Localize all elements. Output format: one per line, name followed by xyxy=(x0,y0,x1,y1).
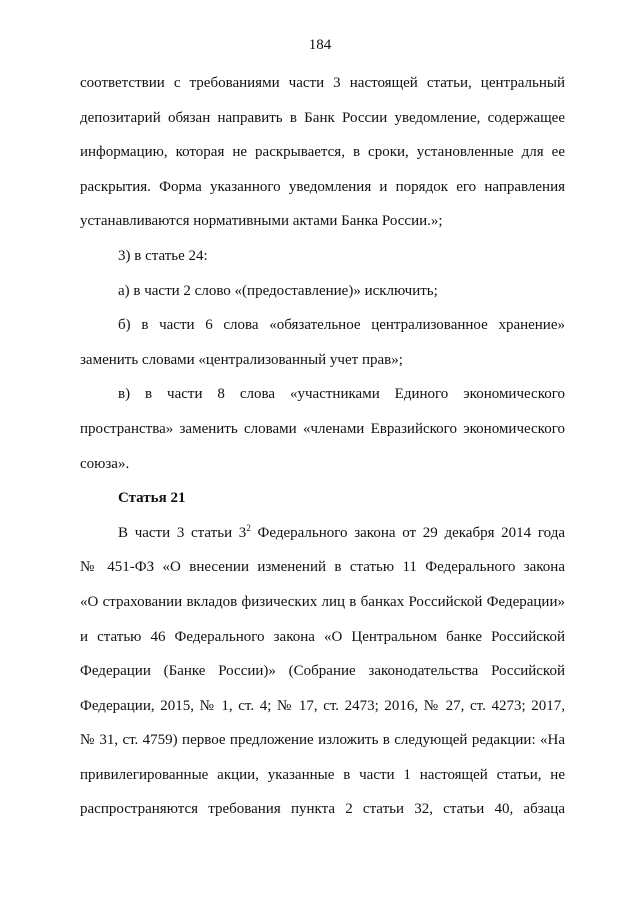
text-line: устанавливаются нормативными актами Банка России.»; xyxy=(80,213,443,230)
sub-item-b-line: заменить словами «централизованный учет прав»; xyxy=(80,351,403,368)
list-item-3: 3) в статье 24: xyxy=(118,247,208,264)
article-text-line: № 31, ст. 4759) первое предложение изложить в следующей редакции: «На xyxy=(80,732,565,749)
article-text-line: распространяются требования пункта 2 статьи 32, статьи 40, абзаца xyxy=(80,801,565,818)
article-text-fragment: Федерального закона от 29 декабря 2014 года xyxy=(250,524,565,541)
text-line: соответствии с требованиями части 3 настоящей статьи, центральный xyxy=(80,75,565,91)
sub-item-b-line: б) в части 6 слова «обязательное централизованное хранение» xyxy=(118,317,565,334)
sub-item-v-line: в) в части 8 слова «участниками Единого экономического xyxy=(118,386,565,403)
article-text-line: Федерации, 2015, № 1, ст. 4; № 17, ст. 2473; 2016, № 27, ст. 4273; 2017, xyxy=(80,697,565,714)
article-text-line: привилегированные акции, указанные в части 1 настоящей статьи, не xyxy=(80,766,565,783)
article-text-line: «О страховании вкладов физических лиц в банках Российской Федерации» xyxy=(80,593,565,610)
text-line: раскрытия. Форма указанного уведомления и порядок его направления xyxy=(80,178,565,195)
sub-item-a: а) в части 2 слово «(предоставление)» исключить; xyxy=(118,282,438,299)
article-text-fragment: В части 3 статьи 3 xyxy=(118,524,247,541)
article-text-line: и статью 46 Федерального закона «О Центральном банке Российской xyxy=(80,628,565,645)
document-body xyxy=(80,66,565,827)
article-heading: Статья 21 xyxy=(118,490,186,507)
sub-item-v-line: пространства» заменить словами «членами Евразийского экономического xyxy=(80,420,565,437)
article-text-line: № 451-ФЗ «О внесении изменений в статью 11 Федерального закона xyxy=(80,559,565,576)
page-number: 184 xyxy=(308,37,332,53)
sub-item-v-line: союза». xyxy=(80,455,130,472)
article-text-line xyxy=(80,516,565,551)
article-text-line: Федерации (Банке России)» (Собрание законодательства Российской xyxy=(80,663,565,680)
text-line: депозитарий обязан направить в Банк России уведомление, содержащее xyxy=(80,109,565,126)
superscript: 2 xyxy=(246,522,251,533)
text-line: информацию, которая не раскрывается, в сроки, установленные для ее xyxy=(80,144,565,161)
